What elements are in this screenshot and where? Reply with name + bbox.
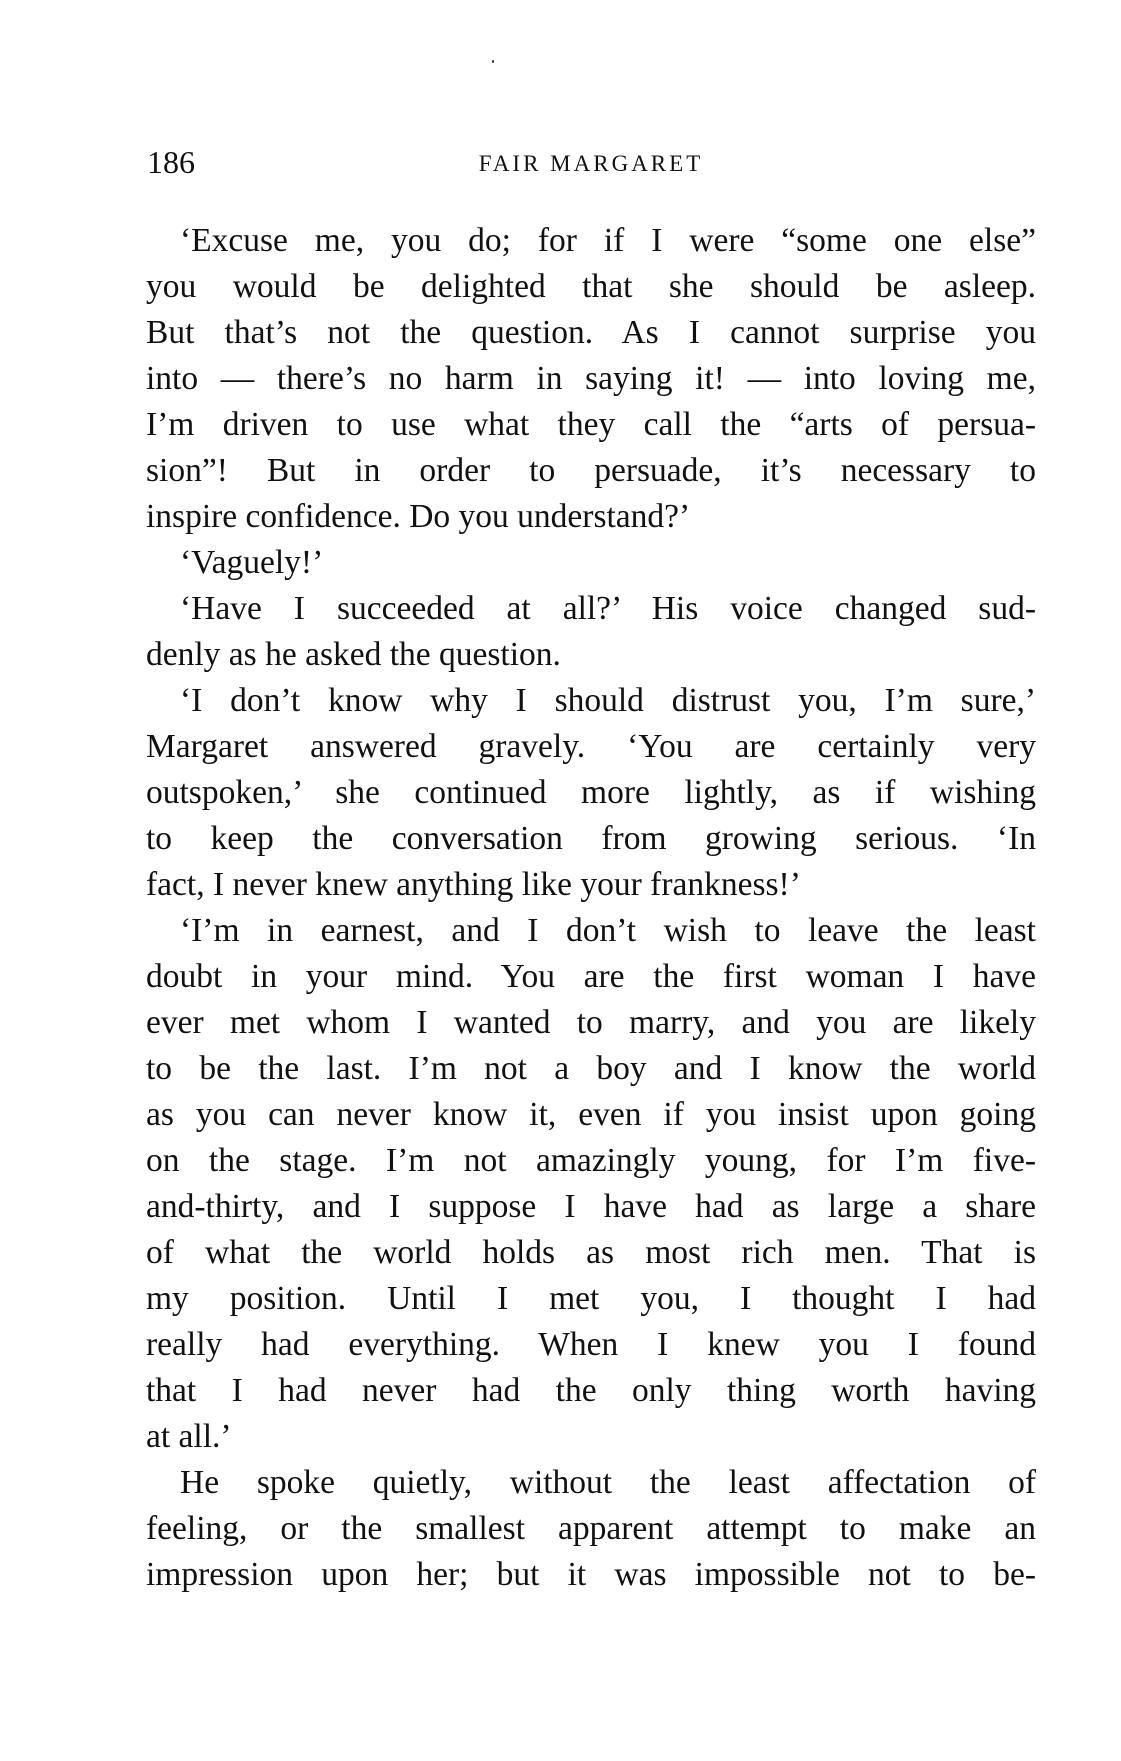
text-line: into — there’s no harm in saying it! — into loving me, xyxy=(146,360,1036,397)
text-line: Margaret answered gravely. ‘You are certainly very xyxy=(146,728,1036,765)
text-line: He spoke quietly, without the least affectation of xyxy=(180,1464,1036,1501)
text-line: to be the last. I’m not a boy and I know the world xyxy=(146,1050,1036,1087)
text-line: you would be delighted that she should be asleep. xyxy=(146,268,1036,305)
text-line: and-thirty, and I suppose I have had as large a share xyxy=(146,1188,1036,1225)
text-line: on the stage. I’m not amazingly young, for I’m five- xyxy=(146,1142,1036,1179)
text-line: I’m driven to use what they call the “arts of persua- xyxy=(146,406,1036,443)
text-line: ‘Vaguely!’ xyxy=(180,544,324,581)
running-title: FAIR MARGARET xyxy=(478,151,704,176)
text-line: ever met whom I wanted to marry, and you are likely xyxy=(146,1004,1036,1041)
text-line: that I had never had the only thing worth having xyxy=(146,1372,1036,1409)
text-line: impression upon her; but it was impossible not to be- xyxy=(146,1556,1036,1593)
text-line: of what the world holds as most rich men. That is xyxy=(146,1234,1036,1271)
text-line: to keep the conversation from growing serious. ‘In xyxy=(146,820,1036,857)
text-line: ‘Excuse me, you do; for if I were “some one else” xyxy=(180,222,1036,259)
text-line: fact, I never knew anything like your frankness!’ xyxy=(146,866,801,903)
text-line: sion”! But in order to persuade, it’s necessary to xyxy=(146,452,1036,489)
text-line: really had everything. When I knew you I found xyxy=(146,1326,1036,1363)
page-number: 186 xyxy=(147,144,195,180)
text-line: my position. Until I met you, I thought I had xyxy=(146,1280,1036,1317)
text-line: as you can never know it, even if you insist upon going xyxy=(146,1096,1036,1133)
text-line: But that’s not the question. As I cannot surprise you xyxy=(146,314,1036,351)
text-line: ‘I’m in earnest, and I don’t wish to leave the least xyxy=(180,912,1036,949)
text-line: outspoken,’ she continued more lightly, as if wishing xyxy=(146,774,1036,811)
text-line: feeling, or the smallest apparent attempt to make an xyxy=(146,1510,1036,1547)
print-speck xyxy=(492,60,494,63)
text-line: ‘Have I succeeded at all?’ His voice changed sud- xyxy=(180,590,1036,627)
text-line: denly as he asked the question. xyxy=(146,636,561,673)
text-line: doubt in your mind. You are the first woman I have xyxy=(146,958,1036,995)
page-header xyxy=(147,140,1035,184)
text-line: ‘I don’t know why I should distrust you, I’m sure,’ xyxy=(180,682,1036,719)
text-line: inspire confidence. Do you understand?’ xyxy=(146,498,691,535)
text-line: at all.’ xyxy=(146,1418,232,1455)
body-text xyxy=(146,218,1036,1598)
